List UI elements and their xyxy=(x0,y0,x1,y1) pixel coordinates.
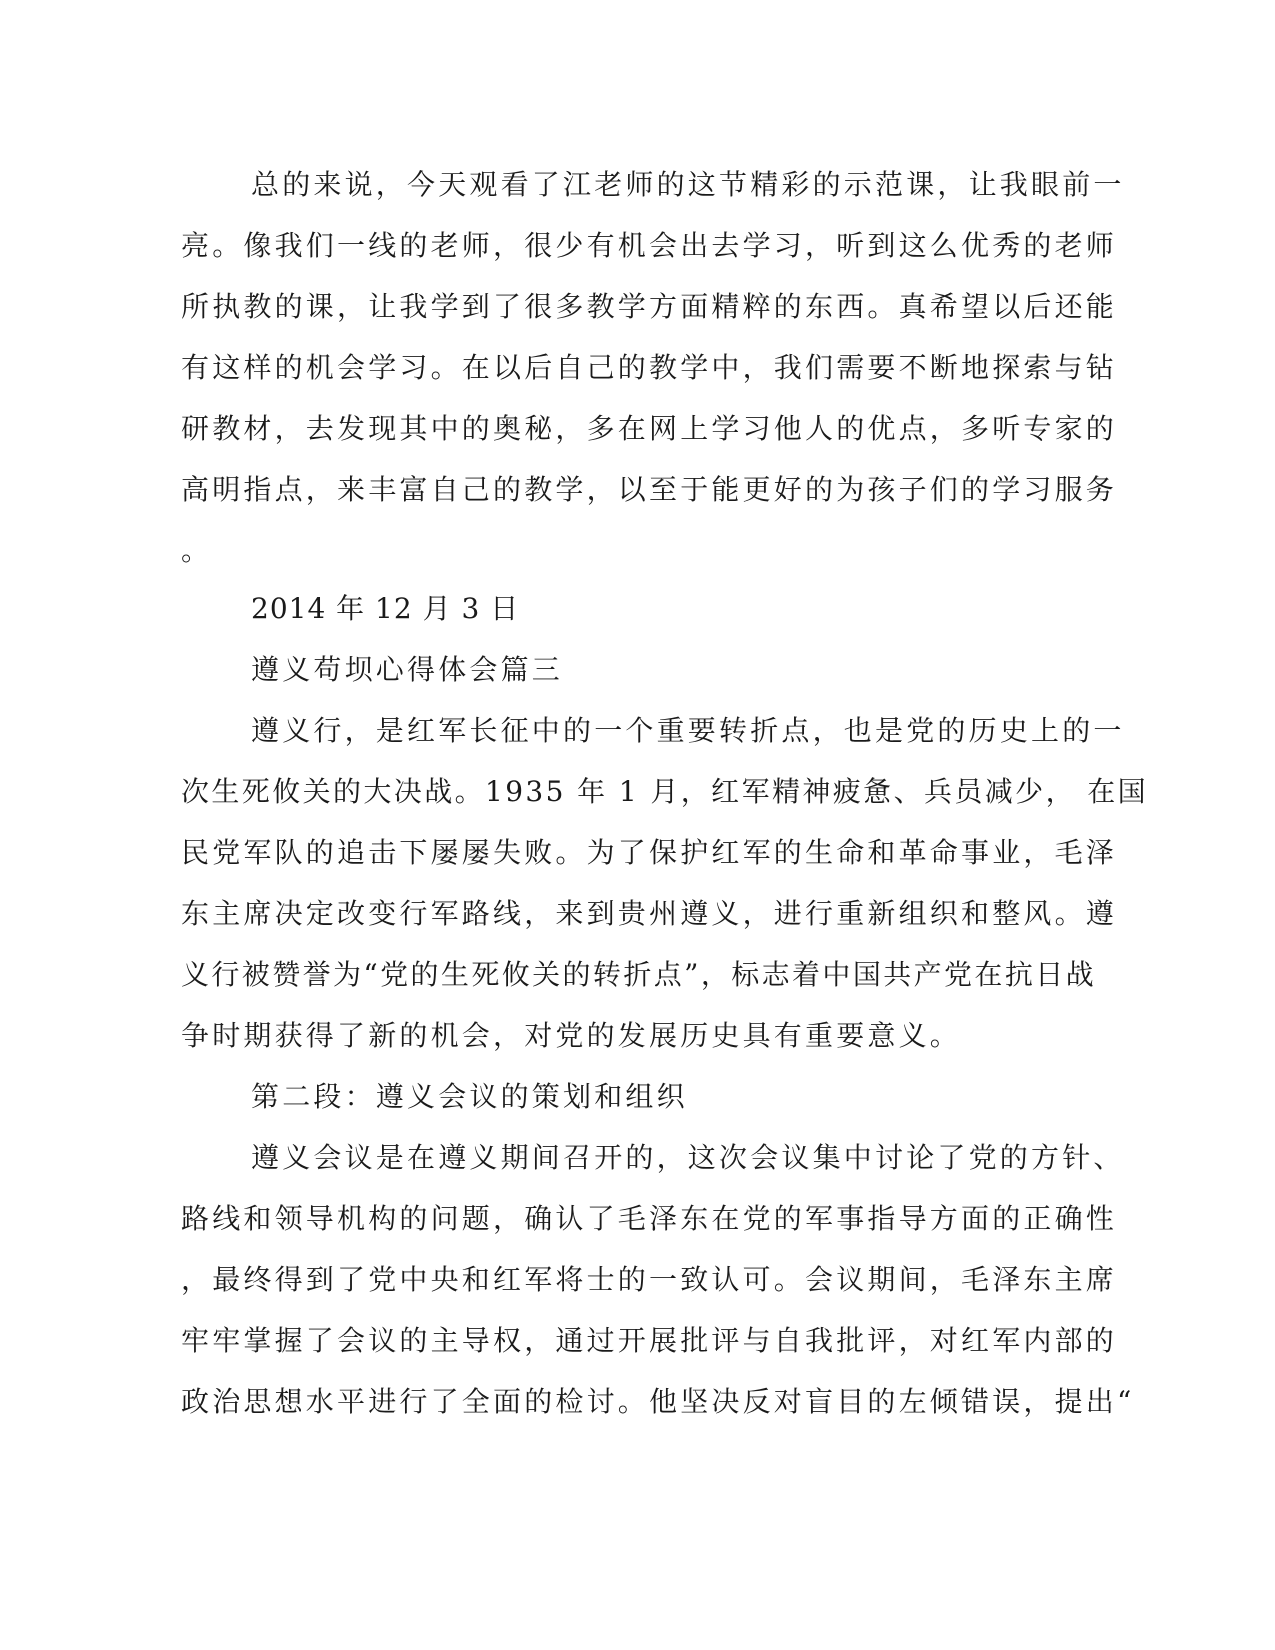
text-line: 东主席决定改变行军路线，来到贵州遵义，进行重新组织和整风。遵 xyxy=(181,897,1118,930)
section-heading: 第二段：遵义会议的策划和组织 xyxy=(251,1080,688,1113)
text-line: 牢牢掌握了会议的主导权，通过开展批评与自我批评，对红军内部的 xyxy=(181,1324,1118,1357)
date-line: 2014 年 12 月 3 日 xyxy=(251,592,520,625)
text-line: 有这样的机会学习。在以后自己的教学中，我们需要不断地探索与钻 xyxy=(181,351,1118,384)
text-line: 政治思想水平进行了全面的检讨。他坚决反对盲目的左倾错误，提出“ xyxy=(181,1385,1135,1418)
document-body xyxy=(181,154,1149,1432)
section-title: 遵义苟坝心得体会篇三 xyxy=(251,653,564,686)
text-line: 民党军队的追击下屡屡失败。为了保护红军的生命和革命事业，毛泽 xyxy=(181,836,1118,869)
text-line: 遵义会议是在遵义期间召开的，这次会议集中讨论了党的方针、 xyxy=(251,1141,1125,1174)
text-line: 争时期获得了新的机会，对党的发展历史具有重要意义。 xyxy=(181,1019,962,1052)
text-line: 所执教的课，让我学到了很多教学方面精粹的东西。真希望以后还能 xyxy=(181,290,1118,323)
text-line: 。 xyxy=(181,534,213,567)
text-line: 路线和领导机构的问题，确认了毛泽东在党的军事指导方面的正确性 xyxy=(181,1202,1118,1235)
text-line: 亮。像我们一线的老师，很少有机会出去学习，听到这么优秀的老师 xyxy=(181,229,1118,262)
text-line: 次生死攸关的大决战。1935 年 1 月，红军精神疲惫、兵员减少， 在国 xyxy=(181,775,1149,808)
text-line: 义行被赞誉为“党的生死攸关的转折点”，标志着中国共产党在抗日战 xyxy=(181,958,1097,991)
text-line: 总的来说，今天观看了江老师的这节精彩的示范课，让我眼前一 xyxy=(251,168,1125,201)
text-line: 高明指点，来丰富自己的教学，以至于能更好的为孩子们的学习服务 xyxy=(181,473,1118,506)
text-line: 遵义行，是红军长征中的一个重要转折点，也是党的历史上的一 xyxy=(251,714,1125,747)
text-line: 研教材，去发现其中的奥秘，多在网上学习他人的优点，多听专家的 xyxy=(181,412,1118,445)
text-line: ，最终得到了党中央和红军将士的一致认可。会议期间，毛泽东主席 xyxy=(181,1263,1118,1296)
